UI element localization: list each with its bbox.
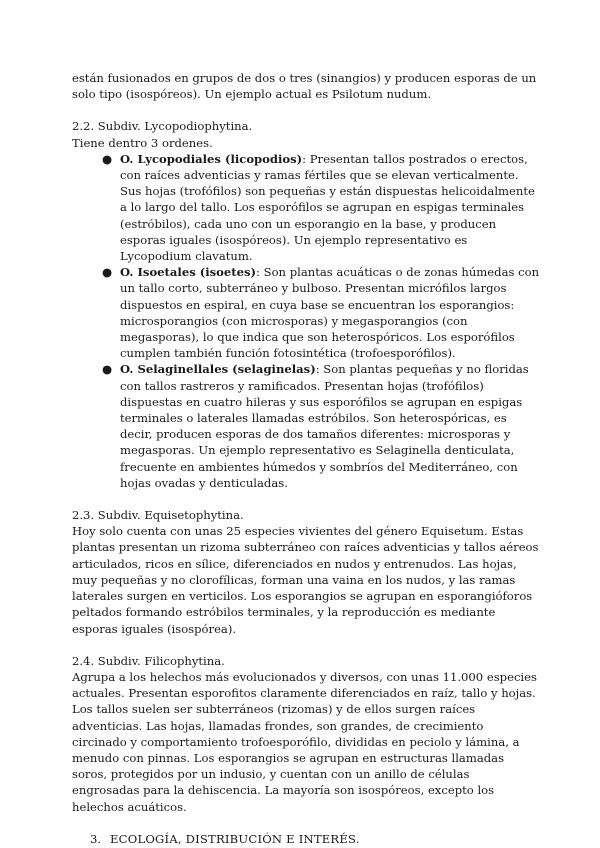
list-item-text: : Son plantas pequeñas y no floridas con tallos rastreros y ramificados. Presentan hojas (trofófilos) dispuestas en cuatro hileras y sus esporófilos se agrupan en espigas terminales o laterales llamadas estróbilos. Son heterospóricas, es decir, producen esporas de dos tamaños diferentes: microsporas y megasporas. Un ejemplo representativo es Selaginella denticulata, frecuente en ambientes húmedos y sombríos del Mediterráneo, con hojas ovadas y denticuladas. — [120, 362, 529, 490]
section-heading-3 — [72, 831, 540, 847]
bullet-icon: ● — [102, 151, 113, 166]
section-heading-2-2: 2.2. Subdiv. Lycopodiophytina. — [72, 119, 253, 134]
bullet-icon: ● — [102, 265, 113, 280]
section-heading-2-3: 2.3. Subdiv. Equisetophytina. — [72, 508, 244, 523]
intro-paragraph: están fusionados en grupos de dos o tres (sinangios) y producen esporas de un solo tipo (isospóreos). Un ejemplo actual es Psilotum nudum. — [72, 71, 537, 102]
section-paragraph: Agrupa a los helechos más evolucionados y diversos, con unas 11.000 especies actuales. Presentan esporofitos claramente diferenciados en raíz, tallo y hojas. Los tallos suelen ser subterráneos (rizomas) y de ellos surgen raíces adventicias. Las hojas, llamadas frondes, son grandes, de crecimiento circinado y comportamiento trofoesporófilo, divididas en peciolo y lámina, a menudo con pinnas. Los esporangios se agrupan en estructuras llamadas soros, protegidos por un indusio, y cuentan con un anillo de células engrosadas para la dehiscencia. La mayoría son isospóreos, excepto los helechos acuáticos. — [72, 669, 537, 814]
section-lead: Tiene dentro 3 ordenes. — [72, 135, 213, 150]
section-number: 3. — [90, 831, 102, 846]
list-item-selaginellales — [102, 361, 540, 491]
section-equisetophytina — [72, 507, 540, 637]
bullet-icon: ● — [102, 362, 113, 377]
list-item-term: O. Isoetales (isoetes) — [120, 265, 257, 280]
list-item-isoetales — [102, 264, 540, 361]
list-item-text: : Son plantas acuáticas o de zonas húmedas con un tallo corto, subterráneo y bulboso. Presentan micrófilos largos dispuestos en espiral, en cuya base se encuentran los esporangios: microsporangios (con microsporas) y megasporangios (con megasporas), lo que indica que son heterospóricos. Los esporófilos cumplen también función fotosintética (trofoesporófilos). — [120, 265, 540, 361]
section-paragraph: Hoy solo cuenta con unas 25 especies vivientes del género Equisetum. Estas plantas presentan un rizoma subterráneo con raíces adventicias y tallos aéreos articulados, ricos en sílice, diferenciados en nudos y entrenudos. Las hojas, muy pequeñas y no clorofílicas, forman una vaina en los nudos, y las ramas laterales surgen en verticilos. Los esporangios se agrupan en esporangióforos peltados formando estróbilos terminales, y la reproducción es mediante esporas iguales (isospórea). — [72, 524, 539, 636]
list-item-term: O. Selaginellales (selaginelas) — [120, 362, 316, 377]
orders-list — [72, 151, 540, 491]
list-item-term: O. Lycopodiales (licopodios) — [120, 151, 303, 166]
section-filicophytina — [72, 653, 540, 815]
section-title: ECOLOGÍA, DISTRIBUCIÓN E INTERÉS. — [110, 831, 360, 846]
section-lycopodiophytina — [72, 118, 540, 491]
section-heading-2-4: 2.4. Subdiv. Filicophytina. — [72, 653, 225, 668]
list-item-text: : Presentan tallos postrados o erectos, con raíces adventicias y ramas fértiles que se elevan verticalmente. Sus hojas (trofófilos) son pequeñas y están dispuestas helicoidalmente a lo largo del tallo. Los esporófilos se agrupan en espigas terminales (estróbilos), cada uno con un esporangio en la base, y producen esporas iguales (isospóreos). Un ejemplo representativo es Lycopodium clavatum. — [120, 151, 535, 264]
list-item-lycopodiales — [102, 151, 540, 264]
